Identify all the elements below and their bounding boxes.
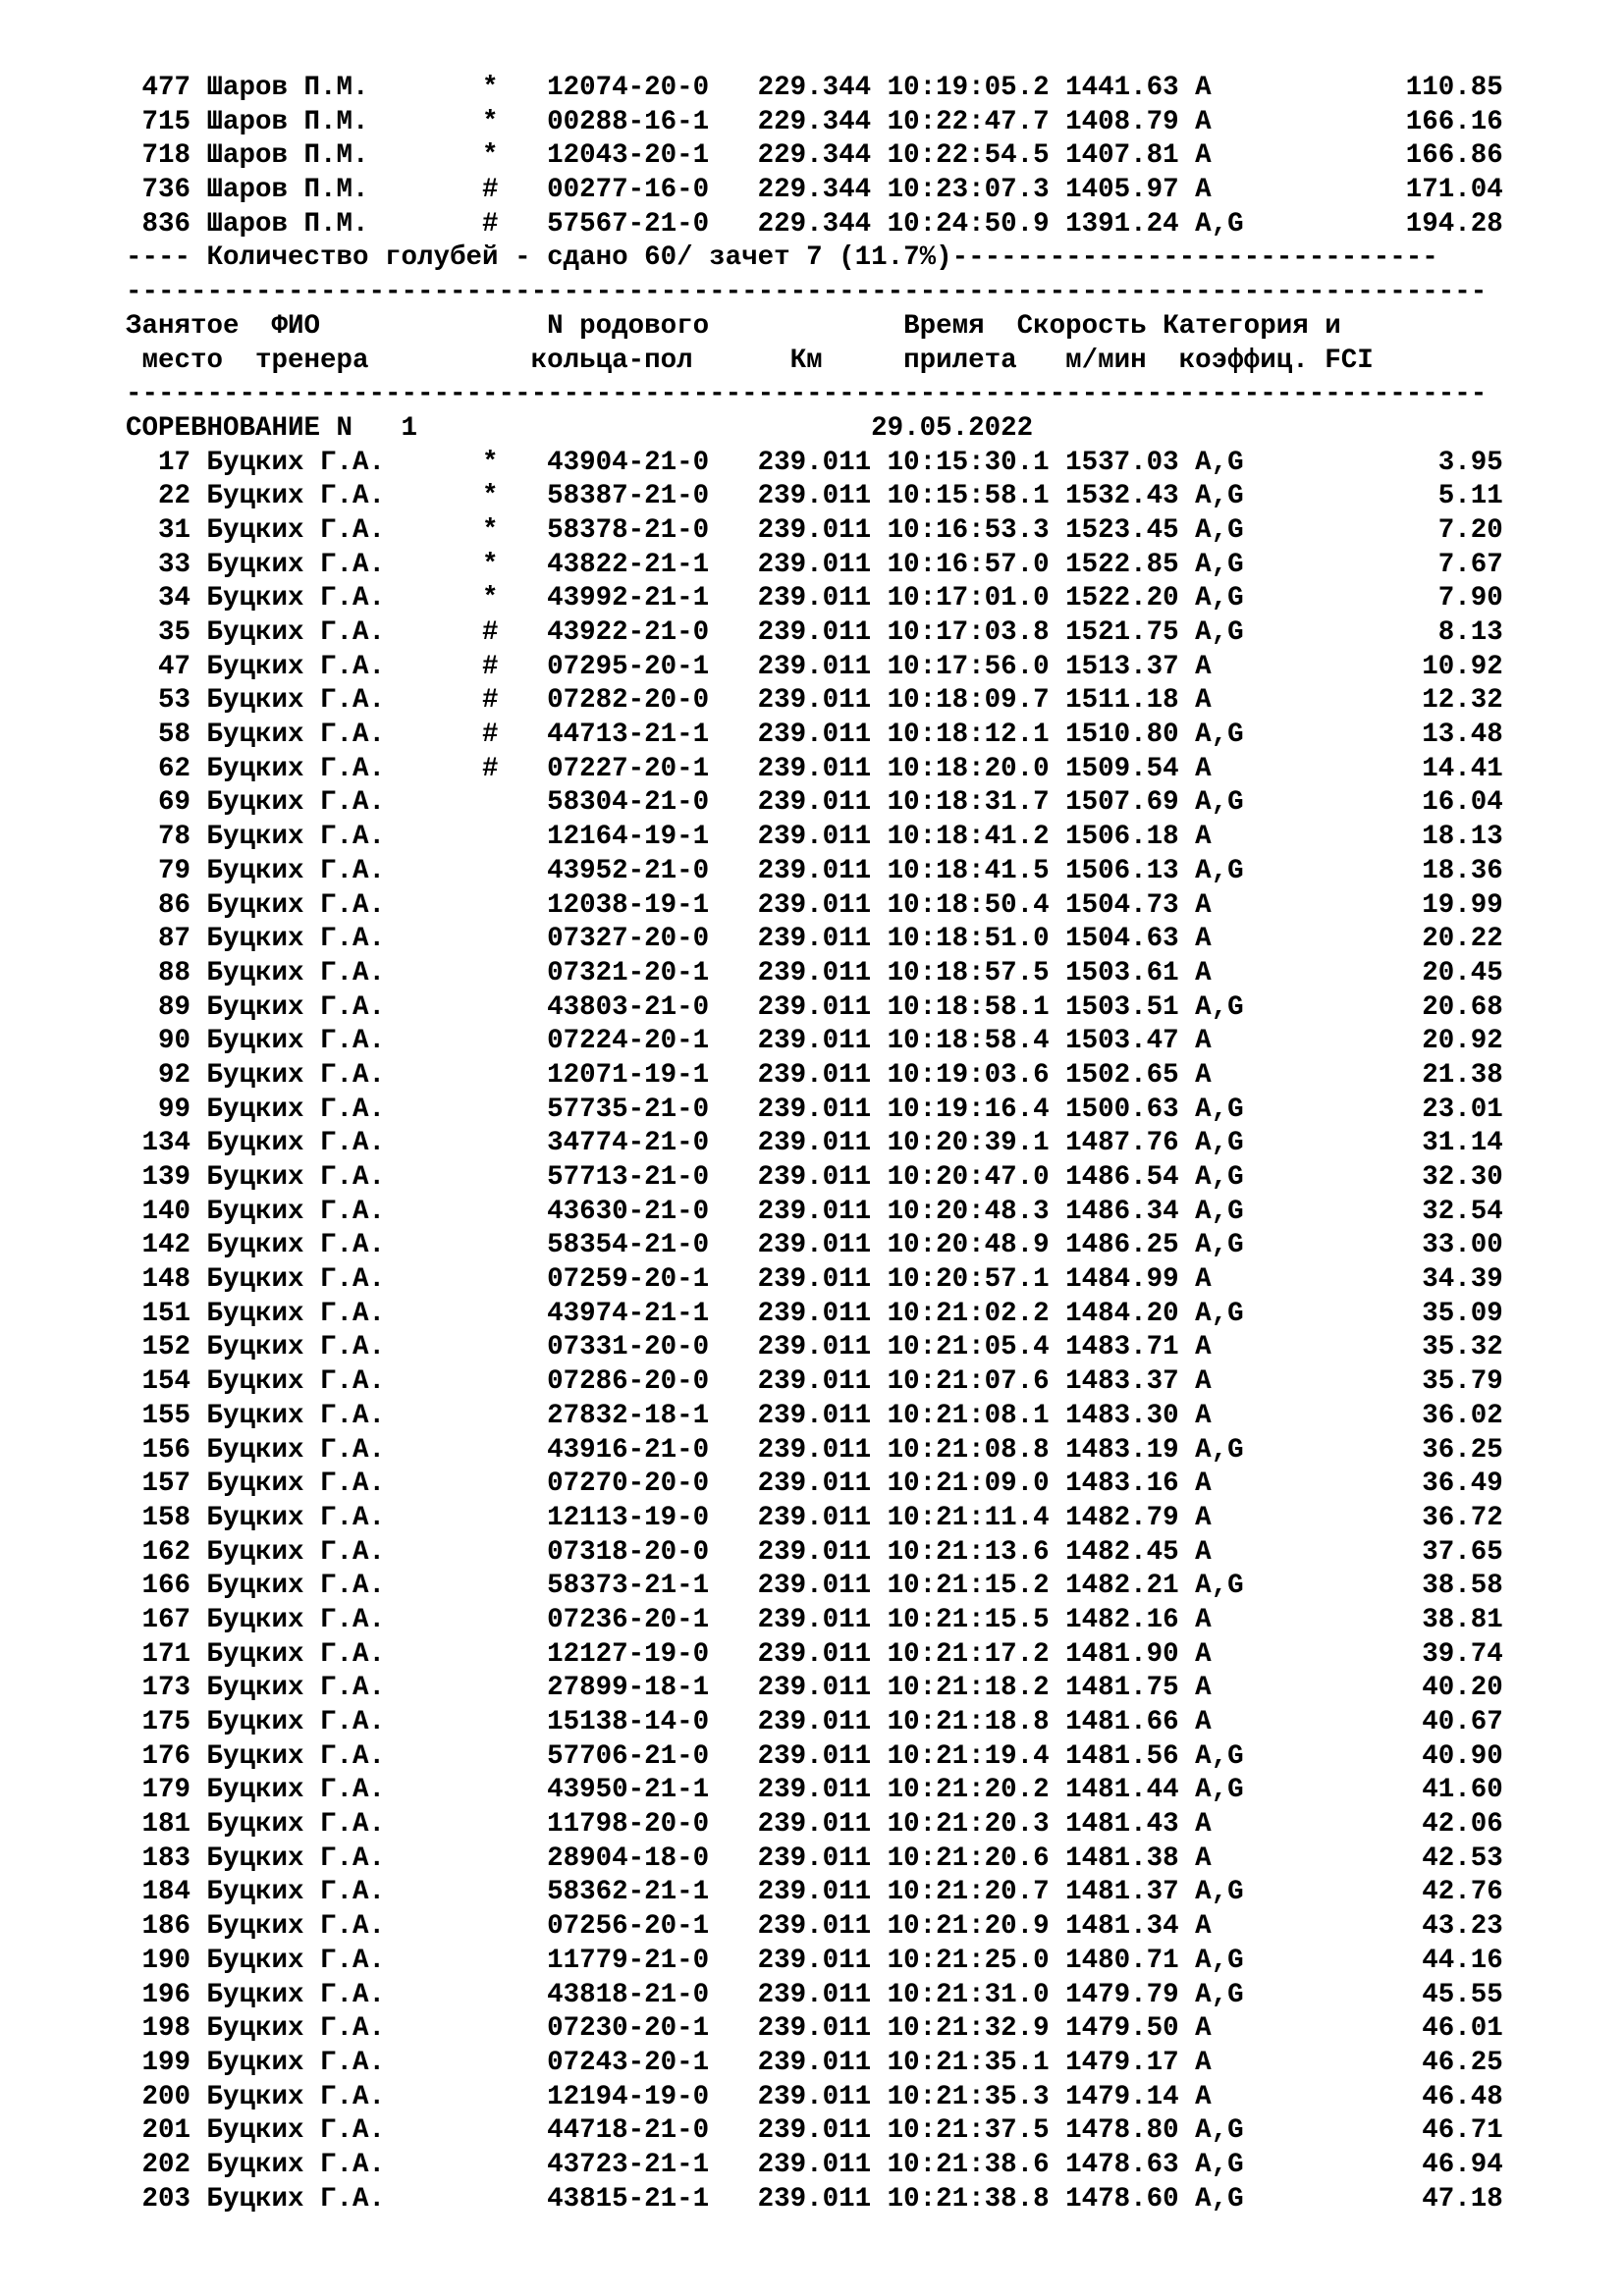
table-row: 736 Шаров П.М. # 00277-16-0 229.344 10:23:07.3 1405.97 A 171.04 xyxy=(126,175,1503,206)
result-row: 162 Буцких Г.А. 07318-20-0 239.011 10:21:13.6 1482.45 A 37.65 xyxy=(126,1536,1503,1568)
result-row: 90 Буцких Г.А. 07224-20-1 239.011 10:18:58.4 1503.47 A 20.92 xyxy=(126,1026,1503,1057)
result-row: 47 Буцких Г.А. # 07295-20-1 239.011 10:17:56.0 1513.37 A 10.92 xyxy=(126,651,1503,682)
result-row: 171 Буцких Г.А. 12127-19-0 239.011 10:21:17.2 1481.90 A 39.74 xyxy=(126,1638,1503,1670)
result-row: 166 Буцких Г.А. 58373-21-1 239.011 10:21:15.2 1482.21 A,G 38.58 xyxy=(126,1571,1503,1602)
competition-label: СОРЕВНОВАНИЕ N 1 29.05.2022 xyxy=(126,412,1034,444)
result-row: 88 Буцких Г.А. 07321-20-1 239.011 10:18:57.5 1503.61 A 20.45 xyxy=(126,957,1503,988)
result-row: 186 Буцких Г.А. 07256-20-1 239.011 10:21:20.9 1481.34 A 43.23 xyxy=(126,1911,1503,1943)
result-row: 86 Буцких Г.А. 12038-19-1 239.011 10:18:50.4 1504.73 A 19.99 xyxy=(126,889,1503,921)
result-row: 184 Буцких Г.А. 58362-21-1 239.011 10:21:20.7 1481.37 A,G 42.76 xyxy=(126,1877,1503,1908)
result-row: 199 Буцких Г.А. 07243-20-1 239.011 10:21:35.1 1479.17 A 46.25 xyxy=(126,2047,1503,2078)
result-row: 175 Буцких Г.А. 15138-14-0 239.011 10:21:18.8 1481.66 A 40.67 xyxy=(126,1707,1503,1737)
summary-line: ---- Количество голубей - сдано 60/ зачет 7 (11.7%)------------------------------ xyxy=(126,242,1438,274)
result-row: 142 Буцких Г.А. 58354-21-0 239.011 10:20:48.9 1486.25 A,G 33.00 xyxy=(126,1230,1503,1261)
result-row: 201 Буцких Г.А. 44718-21-0 239.011 10:21:37.5 1478.80 A,G 46.71 xyxy=(126,2115,1503,2147)
rule-bottom: ------------------------------------------------------------------------------------ xyxy=(126,379,1488,410)
result-row: 167 Буцких Г.А. 07236-20-1 239.011 10:21:15.5 1482.16 A 38.81 xyxy=(126,1604,1503,1635)
result-row: 198 Буцких Г.А. 07230-20-1 239.011 10:21:32.9 1479.50 A 46.01 xyxy=(126,2013,1503,2045)
result-row: 87 Буцких Г.А. 07327-20-0 239.011 10:18:51.0 1504.63 A 20.22 xyxy=(126,924,1503,955)
rule-top: ------------------------------------------------------------------------------------ xyxy=(126,277,1488,308)
result-row: 78 Буцких Г.А. 12164-19-1 239.011 10:18:41.2 1506.18 A 18.13 xyxy=(126,822,1503,853)
table-row: 715 Шаров П.М. * 00288-16-1 229.344 10:22:47.7 1408.79 A 166.16 xyxy=(126,106,1503,137)
result-row: 156 Буцких Г.А. 43916-21-0 239.011 10:21:08.8 1483.19 A,G 36.25 xyxy=(126,1434,1503,1466)
result-row: 99 Буцких Г.А. 57735-21-0 239.011 10:19:16.4 1500.63 A,G 23.01 xyxy=(126,1094,1503,1125)
table-row: 718 Шаров П.М. * 12043-20-1 229.344 10:22:54.5 1407.81 A 166.86 xyxy=(126,140,1503,172)
result-row: 152 Буцких Г.А. 07331-20-0 239.011 10:21:05.4 1483.71 A 35.32 xyxy=(126,1332,1503,1363)
result-row: 17 Буцких Г.А. * 43904-21-0 239.011 10:15:30.1 1537.03 A,G 3.95 xyxy=(126,447,1503,478)
table-row: 477 Шаров П.М. * 12074-20-0 229.344 10:19:05.2 1441.63 A 110.85 xyxy=(126,73,1503,103)
result-row: 196 Буцких Г.А. 43818-21-0 239.011 10:21:31.0 1479.79 A,G 45.55 xyxy=(126,1979,1503,2010)
column-header-line-1: Занятое ФИО N родового Время Скорость Категория и xyxy=(126,310,1341,342)
result-row: 22 Буцких Г.А. * 58387-21-0 239.011 10:15:58.1 1532.43 A,G 5.11 xyxy=(126,481,1503,512)
result-row: 62 Буцких Г.А. # 07227-20-1 239.011 10:18:20.0 1509.54 A 14.41 xyxy=(126,753,1503,784)
result-row: 139 Буцких Г.А. 57713-21-0 239.011 10:20:47.0 1486.54 A,G 32.30 xyxy=(126,1162,1503,1193)
result-row: 157 Буцких Г.А. 07270-20-0 239.011 10:21:09.0 1483.16 A 36.49 xyxy=(126,1468,1503,1500)
result-row: 140 Буцких Г.А. 43630-21-0 239.011 10:20:48.3 1486.34 A,G 32.54 xyxy=(126,1196,1503,1227)
result-row: 154 Буцких Г.А. 07286-20-0 239.011 10:21:07.6 1483.37 A 35.79 xyxy=(126,1366,1503,1398)
result-row: 69 Буцких Г.А. 58304-21-0 239.011 10:18:31.7 1507.69 A,G 16.04 xyxy=(126,787,1503,819)
result-row: 92 Буцких Г.А. 12071-19-1 239.011 10:19:03.6 1502.65 A 21.38 xyxy=(126,1059,1503,1091)
result-row: 203 Буцких Г.А. 43815-21-1 239.011 10:21:38.8 1478.60 A,G 47.18 xyxy=(126,2183,1503,2215)
result-row: 148 Буцких Г.А. 07259-20-1 239.011 10:20:57.1 1484.99 A 34.39 xyxy=(126,1264,1503,1296)
result-row: 202 Буцких Г.А. 43723-21-1 239.011 10:21:38.6 1478.63 A,G 46.94 xyxy=(126,2149,1503,2180)
result-row: 31 Буцких Г.А. * 58378-21-0 239.011 10:16:53.3 1523.45 A,G 7.20 xyxy=(126,514,1503,546)
table-row: 836 Шаров П.М. # 57567-21-0 229.344 10:24:50.9 1391.24 A,G 194.28 xyxy=(126,208,1503,240)
result-row: 155 Буцких Г.А. 27832-18-1 239.011 10:21:08.1 1483.30 A 36.02 xyxy=(126,1400,1503,1431)
result-row: 181 Буцких Г.А. 11798-20-0 239.011 10:21:20.3 1481.43 A 42.06 xyxy=(126,1809,1503,1841)
result-row: 151 Буцких Г.А. 43974-21-1 239.011 10:21:02.2 1484.20 A,G 35.09 xyxy=(126,1298,1503,1329)
result-row: 33 Буцких Г.А. * 43822-21-1 239.011 10:16:57.0 1522.85 A,G 7.67 xyxy=(126,549,1503,580)
result-row: 53 Буцких Г.А. # 07282-20-0 239.011 10:18:09.7 1511.18 A 12.32 xyxy=(126,685,1503,717)
result-row: 183 Буцких Г.А. 28904-18-0 239.011 10:21:20.6 1481.38 A 42.53 xyxy=(126,1842,1503,1874)
result-row: 190 Буцких Г.А. 11779-21-0 239.011 10:21:25.0 1480.71 A,G 44.16 xyxy=(126,1945,1503,1976)
result-row: 34 Буцких Г.А. * 43992-21-1 239.011 10:17:01.0 1522.20 A,G 7.90 xyxy=(126,583,1503,614)
results-sheet xyxy=(126,72,1503,2216)
result-row: 89 Буцких Г.А. 43803-21-0 239.011 10:18:58.1 1503.51 A,G 20.68 xyxy=(126,991,1503,1023)
result-row: 58 Буцких Г.А. # 44713-21-1 239.011 10:18:12.1 1510.80 A,G 13.48 xyxy=(126,720,1503,751)
result-row: 200 Буцких Г.А. 12194-19-0 239.011 10:21:35.3 1479.14 A 46.48 xyxy=(126,2081,1503,2112)
result-row: 158 Буцких Г.А. 12113-19-0 239.011 10:21:11.4 1482.79 A 36.72 xyxy=(126,1502,1503,1533)
result-row: 134 Буцких Г.А. 34774-21-0 239.011 10:20:39.1 1487.76 A,G 31.14 xyxy=(126,1128,1503,1159)
results-list xyxy=(126,447,1503,2217)
result-row: 35 Буцких Г.А. # 43922-21-0 239.011 10:17:03.8 1521.75 A,G 8.13 xyxy=(126,617,1503,648)
result-row: 173 Буцких Г.А. 27899-18-1 239.011 10:21:18.2 1481.75 A 40.20 xyxy=(126,1673,1503,1704)
result-row: 179 Буцких Г.А. 43950-21-1 239.011 10:21:20.2 1481.44 A,G 41.60 xyxy=(126,1775,1503,1806)
column-header-line-2: место тренера кольца-пол Км прилета м/мин коэффиц. FCI xyxy=(126,345,1374,376)
result-row: 79 Буцких Г.А. 43952-21-0 239.011 10:18:41.5 1506.13 A,G 18.36 xyxy=(126,855,1503,886)
result-row: 176 Буцких Г.А. 57706-21-0 239.011 10:21:19.4 1481.56 A,G 40.90 xyxy=(126,1740,1503,1772)
